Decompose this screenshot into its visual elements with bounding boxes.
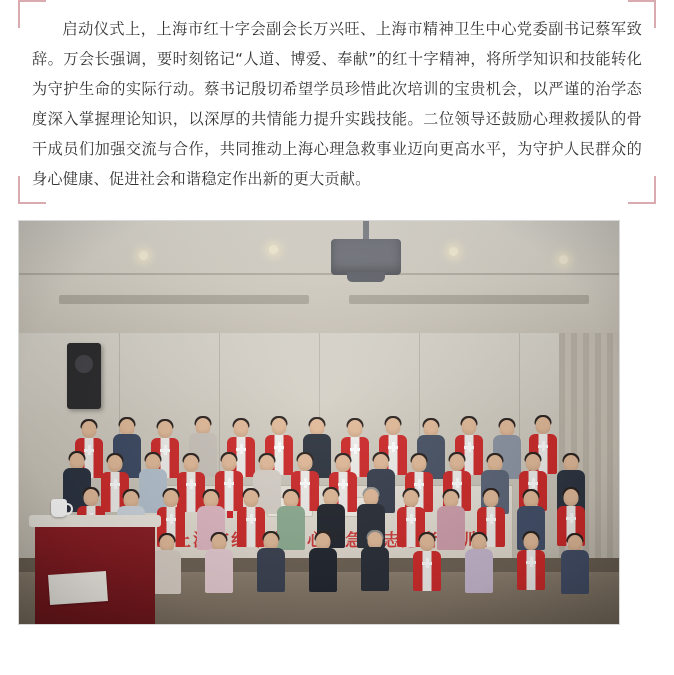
photo-scene <box>19 221 619 624</box>
article-paragraph: 启动仪式上，上海市红十字会副会长万兴旺、上海市精神卫生中心党委副书记蔡军致辞。万会长强调，要时刻铭记“人道、博爱、奉献”的红十字精神，将所学知识和技能转化为守护生命的实际行动。蔡书记殷切希望学员珍惜此次培训的宝贵机会，以严谨的治学态度深入掌握理论知识，以深厚的共情能力提升实践技能。二位领导还鼓励心理救援队的骨干成员们加强交流与合作，共同推动上海心理急救事业迈向更高水平，为守护人民群众的身心健康、促进社会和谐稳定作出新的更大贡献。 <box>32 20 642 188</box>
paper-sheet <box>48 571 108 605</box>
foreground-table-top <box>29 515 161 527</box>
article-photo <box>18 220 620 625</box>
tea-cup-icon <box>51 499 67 517</box>
article-body <box>18 0 656 204</box>
text-bracket-frame <box>18 0 656 204</box>
